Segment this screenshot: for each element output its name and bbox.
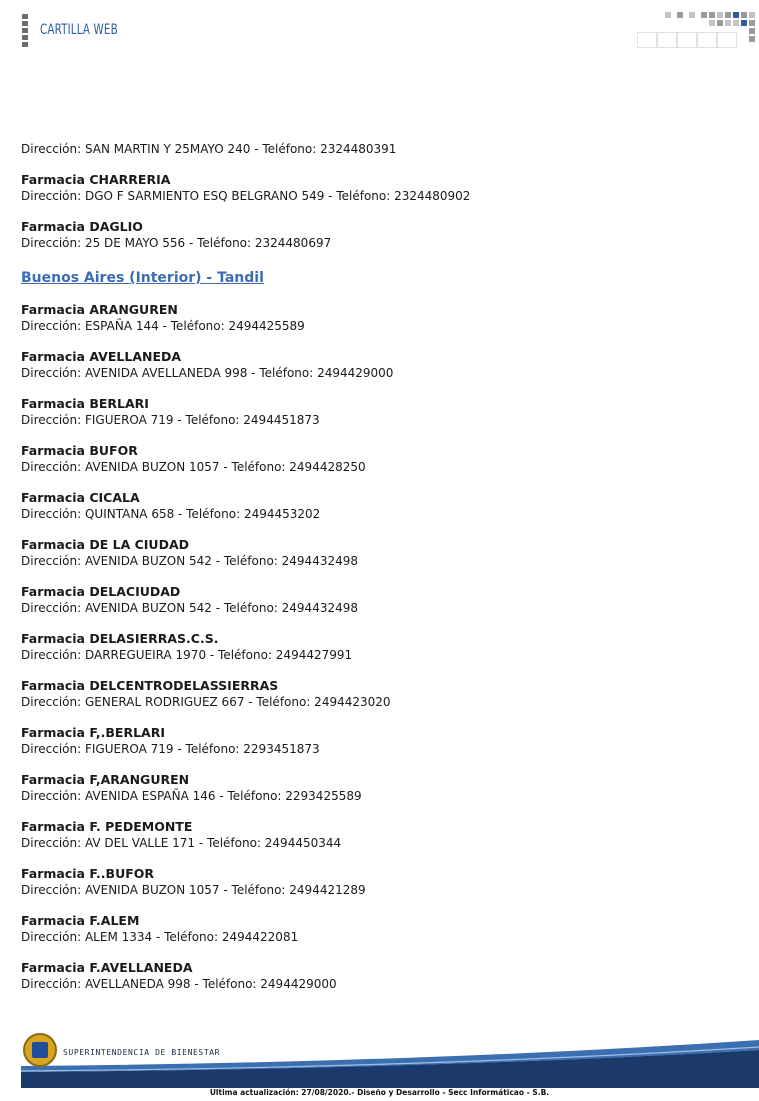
entry-name: Farmacia DELASIERRAS.C.S.	[21, 631, 219, 646]
entry-address: Dirección: AVENIDA BUZON 542 - Teléfono: 2494432498	[21, 601, 358, 615]
page-footer	[0, 1028, 759, 1101]
footer-note: Ultima actualización: 27/08/2020.- Diseño y Desarrollo - Secc Informáticao - S.B.	[209, 1088, 550, 1097]
page-header	[0, 0, 759, 60]
entry-name: Farmacia F,.BERLARI	[21, 725, 165, 740]
entry-name: Farmacia F..BUFOR	[21, 866, 155, 881]
entry-name: Farmacia DE LA CIUDAD	[21, 537, 190, 552]
entry-address: Dirección: GENERAL RODRIGUEZ 667 - Teléfono: 2494423020	[21, 695, 391, 709]
section-link-tandil[interactable]: Buenos Aires (Interior) - Tandil	[21, 270, 264, 286]
entry-name: Farmacia F.ALEM	[21, 913, 140, 928]
list-item	[21, 141, 721, 158]
entry-name: Farmacia CHARRERIA	[21, 172, 171, 187]
list-item	[21, 771, 721, 805]
entry-name: Farmacia BUFOR	[21, 443, 138, 458]
list-item	[21, 865, 721, 899]
entry-name: Farmacia DELACIUDAD	[21, 584, 181, 599]
list-item	[21, 536, 721, 570]
list-item	[21, 818, 721, 852]
entry-name: Farmacia ARANGUREN	[21, 302, 178, 317]
entry-address: Dirección: AVENIDA ESPAÑA 146 - Teléfono: 2293425589	[21, 789, 362, 803]
list-item	[21, 677, 721, 711]
list-item	[21, 959, 721, 993]
entry-address: Dirección: 25 DE MAYO 556 - Teléfono: 2324480697	[21, 236, 332, 250]
brand-bar-icon	[22, 14, 28, 46]
entry-address: Dirección: FIGUEROA 719 - Teléfono: 2293451873	[21, 742, 320, 756]
entry-name: Farmacia DELCENTRODELASSIERRAS	[21, 678, 279, 693]
footer-wave-band	[21, 1038, 759, 1088]
list-item	[21, 912, 721, 946]
entry-address: Dirección: ALEM 1334 - Teléfono: 2494422081	[21, 930, 299, 944]
entry-address: Dirección: AVENIDA BUZON 1057 - Teléfono: 2494428250	[21, 460, 366, 474]
list-item	[21, 442, 721, 476]
entry-address: Dirección: AV DEL VALLE 171 - Teléfono: 2494450344	[21, 836, 342, 850]
entry-address: Dirección: FIGUEROA 719 - Teléfono: 2494451873	[21, 413, 320, 427]
seal-logo-icon	[23, 1033, 57, 1067]
entry-address: Dirección: AVENIDA AVELLANEDA 998 - Teléfono: 2494429000	[21, 366, 394, 380]
list-item	[21, 348, 721, 382]
entry-address: Dirección: AVENIDA BUZON 542 - Teléfono: 2494432498	[21, 554, 358, 568]
list-item	[21, 489, 721, 523]
list-item	[21, 583, 721, 617]
entry-address: Dirección: SAN MARTIN Y 25MAYO 240 - Teléfono: 2324480391	[21, 142, 397, 156]
page-title: CARTILLA WEB	[40, 22, 118, 38]
entry-name: Farmacia AVELLANEDA	[21, 349, 182, 364]
entry-address: Dirección: DGO F SARMIENTO ESQ BELGRANO 549 - Teléfono: 2324480902	[21, 189, 471, 203]
entry-name: Farmacia CICALA	[21, 490, 140, 505]
pharmacy-list	[21, 141, 721, 1006]
entry-address: Dirección: QUINTANA 658 - Teléfono: 2494453202	[21, 507, 321, 521]
entry-name: Farmacia F. PEDEMONTE	[21, 819, 193, 834]
list-item	[21, 395, 721, 429]
list-item	[21, 301, 721, 335]
list-item	[21, 630, 721, 664]
entry-address: Dirección: ESPAÑA 144 - Teléfono: 2494425589	[21, 319, 305, 333]
decorative-squares-icon	[635, 10, 759, 48]
entry-name: Farmacia BERLARI	[21, 396, 149, 411]
entry-name: Farmacia F.AVELLANEDA	[21, 960, 193, 975]
entry-address: Dirección: AVELLANEDA 998 - Teléfono: 2494429000	[21, 977, 337, 991]
list-item	[21, 724, 721, 758]
entry-address: Dirección: AVENIDA BUZON 1057 - Teléfono: 2494421289	[21, 883, 366, 897]
footer-brand: SUPERINTENDENCIA DE BIENESTAR	[63, 1048, 221, 1057]
entry-address: Dirección: DARREGUEIRA 1970 - Teléfono: 2494427991	[21, 648, 353, 662]
list-item	[21, 171, 721, 205]
entry-name: Farmacia DAGLIO	[21, 219, 143, 234]
list-item	[21, 218, 721, 252]
entry-name: Farmacia F,ARANGUREN	[21, 772, 190, 787]
